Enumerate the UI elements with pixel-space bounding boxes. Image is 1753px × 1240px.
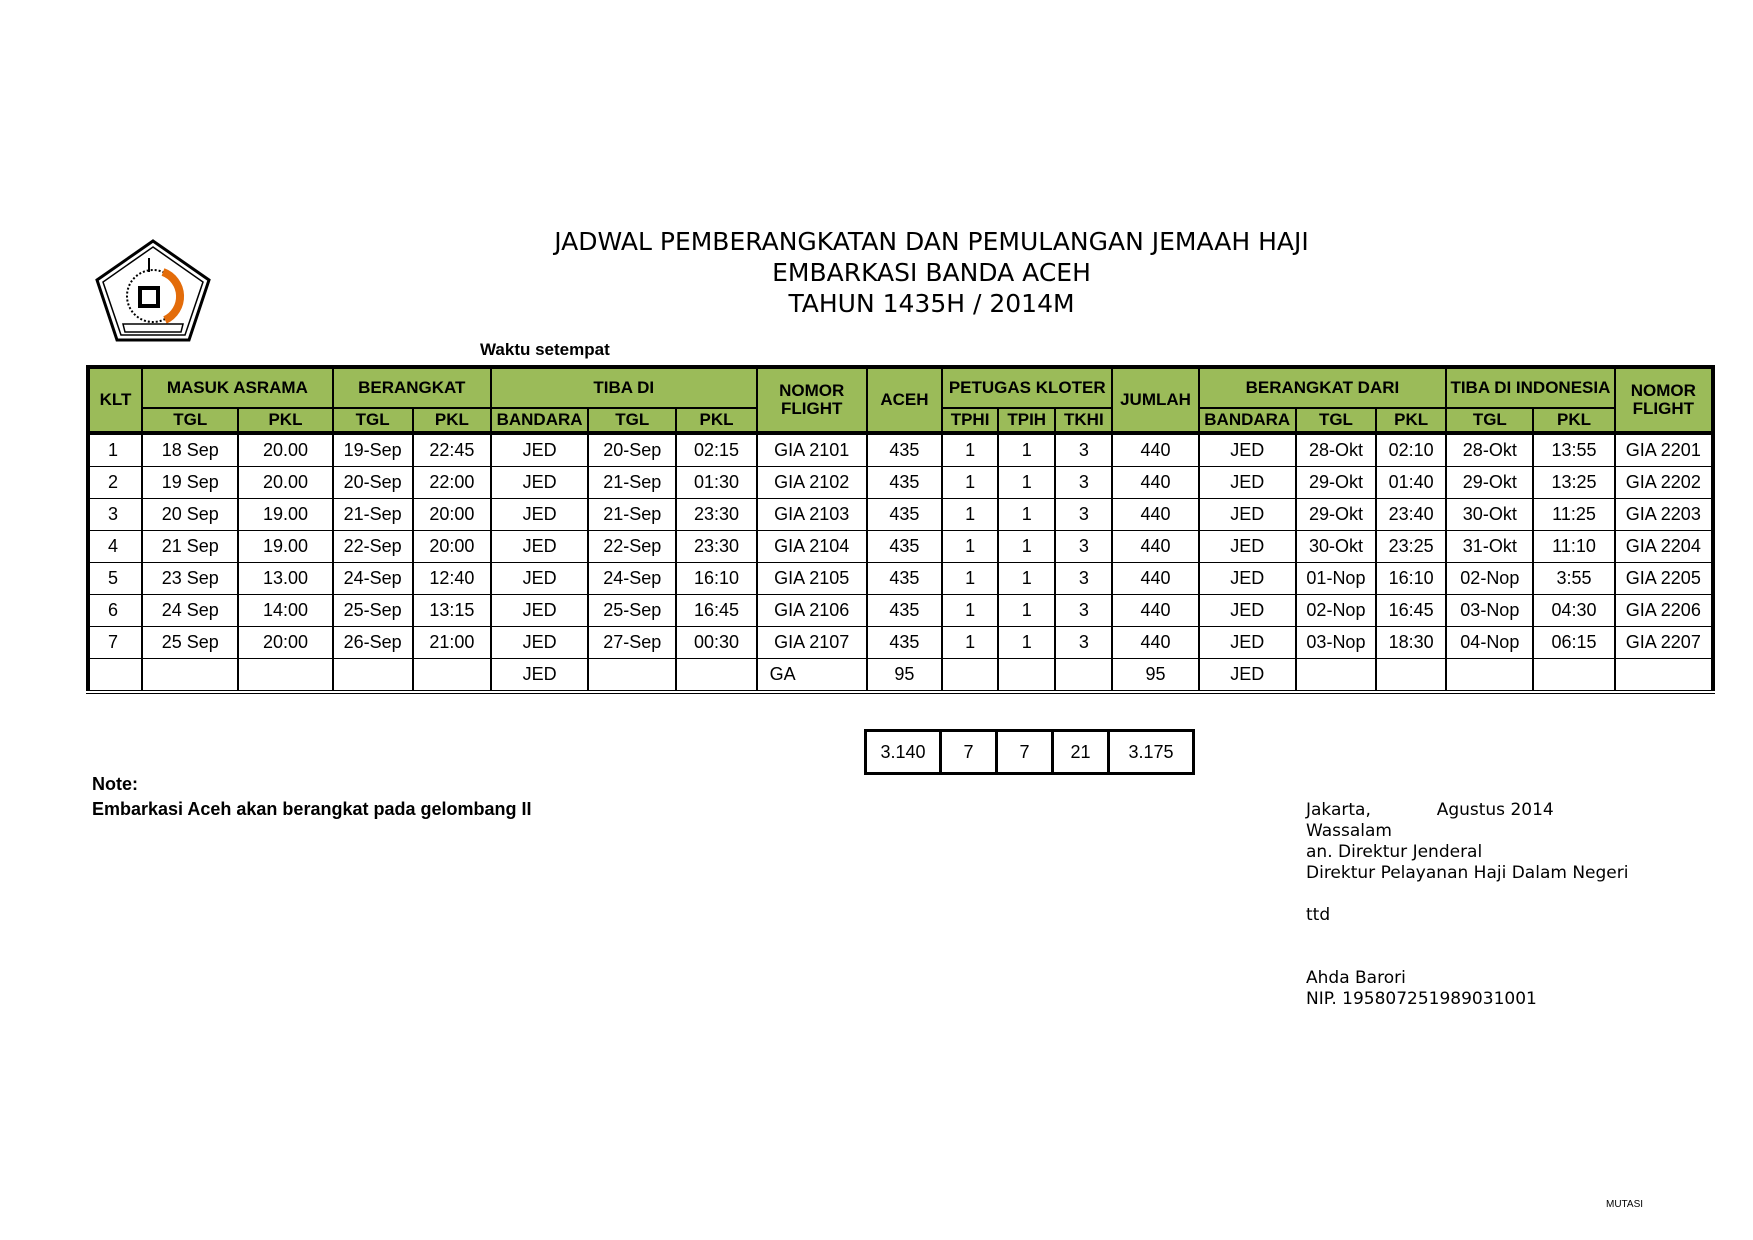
table-cell xyxy=(1615,659,1713,693)
header-nomor-flight-return: NOMOR FLIGHT xyxy=(1615,367,1713,433)
table-cell: 27-Sep xyxy=(588,627,676,659)
table-row xyxy=(88,563,1713,595)
table-cell xyxy=(238,659,332,693)
table-cell: JED xyxy=(1199,433,1296,467)
table-cell: 13:15 xyxy=(413,595,491,627)
table-cell: 6 xyxy=(88,595,142,627)
table-cell: GIA 2206 xyxy=(1615,595,1713,627)
table-cell: 23:30 xyxy=(676,531,756,563)
header-aceh: ACEH xyxy=(867,367,942,433)
table-cell: 02-Nop xyxy=(1296,595,1376,627)
kemenag-emblem-icon xyxy=(93,238,213,344)
table-cell: 435 xyxy=(867,595,942,627)
table-cell: 22:45 xyxy=(413,433,491,467)
table-cell: 24-Sep xyxy=(333,563,413,595)
totals-table xyxy=(864,729,1195,775)
table-cell: 20:00 xyxy=(238,627,332,659)
table-cell: 21-Sep xyxy=(588,467,676,499)
subheader-pkl: PKL xyxy=(676,408,756,433)
note-block xyxy=(92,772,531,822)
total-tkhi: 21 xyxy=(1053,731,1109,774)
table-cell: 16:10 xyxy=(1376,563,1446,595)
schedule-body xyxy=(88,433,1713,692)
table-cell: 11:25 xyxy=(1533,499,1614,531)
total-tphi: 7 xyxy=(941,731,997,774)
signature-line-4: Direktur Pelayanan Haji Dalam Negeri xyxy=(1306,863,1629,883)
table-cell: 30-Okt xyxy=(1446,499,1533,531)
table-cell: JED xyxy=(491,627,588,659)
header-tiba-di-indonesia: TIBA DI INDONESIA xyxy=(1446,367,1614,408)
signature-block xyxy=(1306,800,1628,1010)
table-cell xyxy=(998,659,1055,693)
total-jumlah: 3.175 xyxy=(1109,731,1194,774)
table-cell: JED xyxy=(491,499,588,531)
header-tiba-di: TIBA DI xyxy=(491,367,757,408)
table-cell: GIA 2101 xyxy=(757,433,867,467)
schedule-table xyxy=(86,365,1715,694)
table-cell: 3 xyxy=(1055,499,1112,531)
table-cell: JED xyxy=(1199,531,1296,563)
table-cell: JED xyxy=(491,531,588,563)
table-cell: 21 Sep xyxy=(142,531,238,563)
table-cell: JED xyxy=(1199,467,1296,499)
table-cell: JED xyxy=(1199,627,1296,659)
table-cell: 12:40 xyxy=(413,563,491,595)
footer-mutasi: MUTASI xyxy=(1606,1199,1644,1210)
table-cell: GIA 2106 xyxy=(757,595,867,627)
table-cell: 22:00 xyxy=(413,467,491,499)
table-cell: 7 xyxy=(88,627,142,659)
header-nomor-flight: NOMOR FLIGHT xyxy=(757,367,867,433)
table-cell: 3 xyxy=(1055,595,1112,627)
table-cell: GIA 2203 xyxy=(1615,499,1713,531)
table-row xyxy=(88,433,1713,467)
table-cell: 440 xyxy=(1112,563,1198,595)
subheader-pkl: PKL xyxy=(1533,408,1614,433)
table-cell: 1 xyxy=(942,467,998,499)
table-cell: 28-Okt xyxy=(1446,433,1533,467)
table-cell xyxy=(88,659,142,693)
table-cell: 440 xyxy=(1112,595,1198,627)
table-cell: 29-Okt xyxy=(1296,467,1376,499)
table-cell: GIA 2107 xyxy=(757,627,867,659)
table-cell: 03-Nop xyxy=(1446,595,1533,627)
table-cell: 1 xyxy=(942,499,998,531)
table-cell xyxy=(1296,659,1376,693)
subheader-tphi: TPHI xyxy=(942,408,998,433)
title-line-1: JADWAL PEMBERANGKATAN DAN PEMULANGAN JEMAAH HAJI xyxy=(554,227,1309,256)
table-cell: 20.00 xyxy=(238,467,332,499)
table-cell: 23:25 xyxy=(1376,531,1446,563)
note-label: Note: xyxy=(92,774,138,794)
table-cell xyxy=(413,659,491,693)
table-cell: 04:30 xyxy=(1533,595,1614,627)
table-row xyxy=(88,499,1713,531)
table-cell: 435 xyxy=(867,531,942,563)
table-cell: 25-Sep xyxy=(333,595,413,627)
table-cell: JED xyxy=(491,433,588,467)
table-cell: 20.00 xyxy=(238,433,332,467)
table-cell: 1 xyxy=(998,563,1055,595)
table-cell: 24-Sep xyxy=(588,563,676,595)
table-cell: 19.00 xyxy=(238,531,332,563)
signature-date: Agustus 2014 xyxy=(1436,800,1554,820)
table-cell: 11:10 xyxy=(1533,531,1614,563)
header-berangkat: BERANGKAT xyxy=(333,367,491,408)
table-cell xyxy=(942,659,998,693)
header-masuk-asrama: MASUK ASRAMA xyxy=(142,367,332,408)
table-cell: JED xyxy=(491,659,588,693)
table-cell: 16:45 xyxy=(676,595,756,627)
total-aceh: 3.140 xyxy=(866,731,941,774)
subheader-tgl: TGL xyxy=(588,408,676,433)
table-cell: 1 xyxy=(998,627,1055,659)
table-cell: GIA 2204 xyxy=(1615,531,1713,563)
table-cell: 00:30 xyxy=(676,627,756,659)
table-cell xyxy=(333,659,413,693)
table-cell: 14:00 xyxy=(238,595,332,627)
table-cell: 435 xyxy=(867,563,942,595)
table-cell: 26-Sep xyxy=(333,627,413,659)
signature-line-3: an. Direktur Jenderal xyxy=(1306,842,1483,862)
table-cell: 23:40 xyxy=(1376,499,1446,531)
table-cell: GIA 2105 xyxy=(757,563,867,595)
table-cell: 29-Okt xyxy=(1446,467,1533,499)
table-cell: GIA 2201 xyxy=(1615,433,1713,467)
document-title xyxy=(0,226,1753,319)
table-cell: 02:10 xyxy=(1376,433,1446,467)
table-cell: 18 Sep xyxy=(142,433,238,467)
header-jumlah: JUMLAH xyxy=(1112,367,1198,433)
header-petugas-kloter: PETUGAS KLOTER xyxy=(942,367,1112,408)
table-row xyxy=(88,595,1713,627)
table-cell: 1 xyxy=(998,467,1055,499)
table-cell: 3 xyxy=(1055,627,1112,659)
table-cell: 19 Sep xyxy=(142,467,238,499)
subheader-tgl: TGL xyxy=(142,408,238,433)
note-text: Embarkasi Aceh akan berangkat pada gelombang II xyxy=(92,799,532,819)
header-berangkat-dari: BERANGKAT DARI xyxy=(1199,367,1447,408)
table-cell: 20-Sep xyxy=(333,467,413,499)
table-cell: 435 xyxy=(867,627,942,659)
subheader-tgl: TGL xyxy=(1296,408,1376,433)
table-cell: 31-Okt xyxy=(1446,531,1533,563)
table-cell: 04-Nop xyxy=(1446,627,1533,659)
table-cell: 25-Sep xyxy=(588,595,676,627)
table-cell: 19.00 xyxy=(238,499,332,531)
signature-place: Jakarta, xyxy=(1306,800,1371,820)
table-cell: 1 xyxy=(942,595,998,627)
table-cell: GIA 2103 xyxy=(757,499,867,531)
table-cell: 440 xyxy=(1112,627,1198,659)
subheader-pkl: PKL xyxy=(238,408,332,433)
table-cell: 02:15 xyxy=(676,433,756,467)
table-cell: 1 xyxy=(998,433,1055,467)
table-cell: 13:25 xyxy=(1533,467,1614,499)
subheader-bandara: BANDARA xyxy=(491,408,588,433)
table-cell: 1 xyxy=(942,563,998,595)
table-cell: 22-Sep xyxy=(333,531,413,563)
table-cell: 3 xyxy=(1055,433,1112,467)
table-cell xyxy=(1446,659,1533,693)
table-cell: 16:45 xyxy=(1376,595,1446,627)
subheader-bandara: BANDARA xyxy=(1199,408,1296,433)
subheader-tgl: TGL xyxy=(1446,408,1533,433)
table-cell: 2 xyxy=(88,467,142,499)
table-cell: 01:30 xyxy=(676,467,756,499)
table-cell: 440 xyxy=(1112,531,1198,563)
table-cell: 13:55 xyxy=(1533,433,1614,467)
table-cell: 440 xyxy=(1112,467,1198,499)
table-cell: JED xyxy=(491,467,588,499)
subheader-tgl: TGL xyxy=(333,408,413,433)
table-cell: 440 xyxy=(1112,499,1198,531)
title-line-2: EMBARKASI BANDA ACEH xyxy=(772,258,1091,287)
table-cell: JED xyxy=(491,595,588,627)
signature-name: Ahda Barori xyxy=(1306,968,1406,988)
table-cell: 25 Sep xyxy=(142,627,238,659)
table-cell: 20:00 xyxy=(413,531,491,563)
table-cell: 440 xyxy=(1112,433,1198,467)
table-cell: 3 xyxy=(88,499,142,531)
time-zone-note: Waktu setempat xyxy=(480,340,610,359)
table-cell: 21:00 xyxy=(413,627,491,659)
header-klt: KLT xyxy=(88,367,142,433)
signature-line-2: Wassalam xyxy=(1306,821,1392,841)
table-cell: 20:00 xyxy=(413,499,491,531)
table-cell: 03-Nop xyxy=(1296,627,1376,659)
signature-place-date xyxy=(1306,800,1628,821)
table-cell: 435 xyxy=(867,499,942,531)
title-line-3: TAHUN 1435H / 2014M xyxy=(788,289,1075,318)
subheader-tpih: TPIH xyxy=(998,408,1055,433)
table-cell: 23:30 xyxy=(676,499,756,531)
signature-ttd: ttd xyxy=(1306,905,1331,925)
table-cell: 24 Sep xyxy=(142,595,238,627)
table-cell: 1 xyxy=(998,531,1055,563)
table-cell: JED xyxy=(1199,563,1296,595)
table-cell: 21-Sep xyxy=(333,499,413,531)
table-row xyxy=(88,467,1713,499)
table-cell: 23 Sep xyxy=(142,563,238,595)
table-cell xyxy=(1055,659,1112,693)
table-cell: 3 xyxy=(1055,467,1112,499)
table-cell: 28-Okt xyxy=(1296,433,1376,467)
table-cell: 19-Sep xyxy=(333,433,413,467)
total-tpih: 7 xyxy=(997,731,1053,774)
table-cell: 95 xyxy=(867,659,942,693)
table-cell xyxy=(676,659,756,693)
table-cell xyxy=(1533,659,1614,693)
table-cell: 06:15 xyxy=(1533,627,1614,659)
table-cell xyxy=(1376,659,1446,693)
table-cell: 1 xyxy=(942,433,998,467)
signature-nip: NIP. 195807251989031001 xyxy=(1306,989,1537,1009)
subheader-pkl: PKL xyxy=(1376,408,1446,433)
table-cell: 01-Nop xyxy=(1296,563,1376,595)
table-cell: JED xyxy=(1199,659,1296,693)
table-cell: 30-Okt xyxy=(1296,531,1376,563)
table-cell: 435 xyxy=(867,467,942,499)
table-cell: 3 xyxy=(1055,563,1112,595)
table-cell xyxy=(142,659,238,693)
table-cell: 435 xyxy=(867,433,942,467)
table-cell: GIA 2205 xyxy=(1615,563,1713,595)
table-cell: 20-Sep xyxy=(588,433,676,467)
table-cell: 21-Sep xyxy=(588,499,676,531)
table-cell: 4 xyxy=(88,531,142,563)
table-cell: 1 xyxy=(942,627,998,659)
subheader-pkl: PKL xyxy=(413,408,491,433)
table-cell: 1 xyxy=(88,433,142,467)
table-cell: JED xyxy=(1199,499,1296,531)
table-cell: 22-Sep xyxy=(588,531,676,563)
table-cell: 1 xyxy=(942,531,998,563)
table-cell: 1 xyxy=(998,499,1055,531)
table-cell: 01:40 xyxy=(1376,467,1446,499)
table-cell: GIA 2104 xyxy=(757,531,867,563)
table-row xyxy=(88,659,1713,693)
table-cell: 1 xyxy=(998,595,1055,627)
table-row xyxy=(88,627,1713,659)
table-cell: JED xyxy=(491,563,588,595)
table-cell: GIA 2202 xyxy=(1615,467,1713,499)
subheader-tkhi: TKHI xyxy=(1055,408,1112,433)
table-cell: 29-Okt xyxy=(1296,499,1376,531)
table-cell: 3 xyxy=(1055,531,1112,563)
table-cell: 16:10 xyxy=(676,563,756,595)
table-cell: GA xyxy=(757,659,867,693)
table-cell: GIA 2102 xyxy=(757,467,867,499)
table-row xyxy=(88,531,1713,563)
table-cell: 3:55 xyxy=(1533,563,1614,595)
table-cell: 20 Sep xyxy=(142,499,238,531)
table-cell: JED xyxy=(1199,595,1296,627)
table-cell: 95 xyxy=(1112,659,1198,693)
table-cell: GIA 2207 xyxy=(1615,627,1713,659)
table-cell: 02-Nop xyxy=(1446,563,1533,595)
table-cell: 5 xyxy=(88,563,142,595)
table-cell: 13.00 xyxy=(238,563,332,595)
table-cell xyxy=(588,659,676,693)
table-cell: 18:30 xyxy=(1376,627,1446,659)
